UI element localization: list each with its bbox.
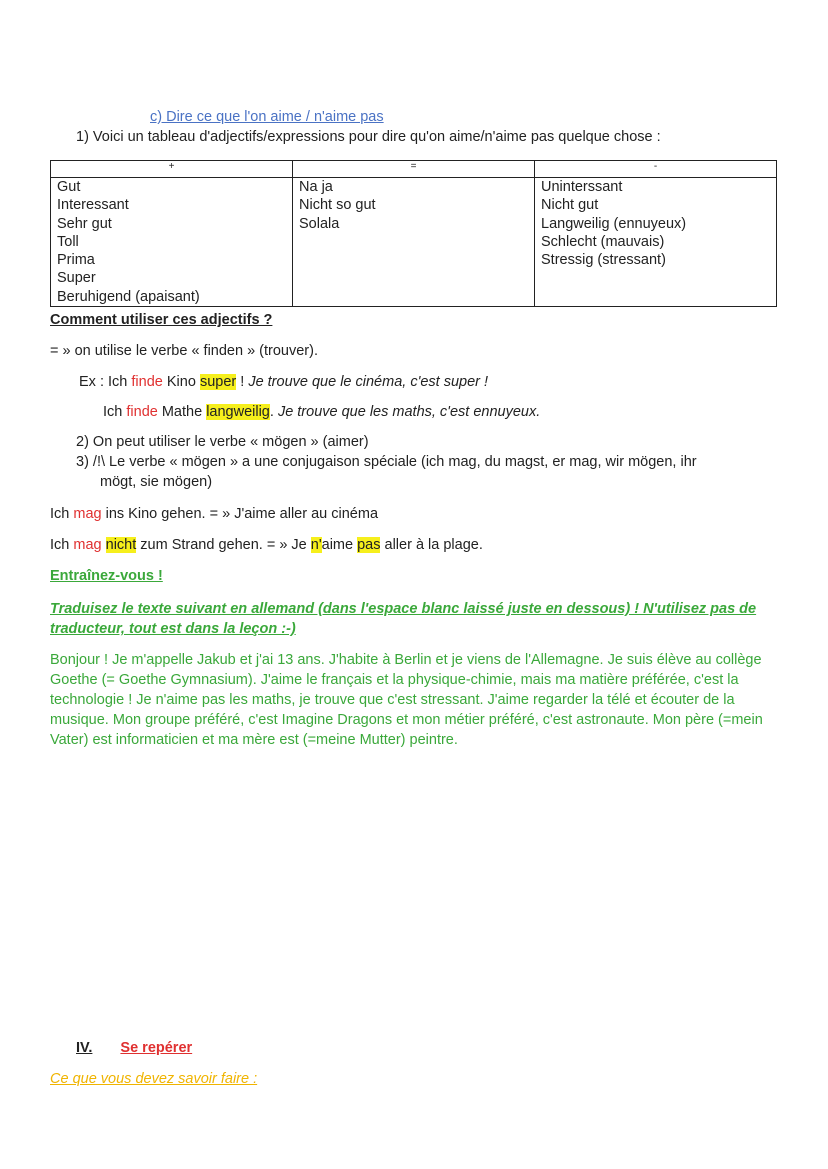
exercise-text: Bonjour ! Je m'appelle Jakub et j'ai 13 ans. J'habite à Berlin et je viens de l'Allemagne. Je suis élève au collège Goethe (= Goethe Gymnasium). J'aime le français et la physique-chimie, mais ma matière préférée, c'est la technologie ! Je n'aime pas les maths, je trouve que c'est stressant. J'aime regarder la télé et écouter de la musique. Mon groupe préféré, c'est Imagine Dragons et mon métier préféré, c'est astronaute. Mon père (=mein Vater) est informaticien et ma mère est (=meine Mutter) peintre. <box>50 652 763 748</box>
item-1: 1) Voici un tableau d'adjectifs/expressions pour dire qu'on aime/n'aime pas quelque chose : <box>76 129 661 145</box>
verb: finde <box>126 404 158 420</box>
header-negative: - <box>535 161 777 178</box>
mag-example-1 <box>50 506 378 522</box>
savoir-heading: Ce que vous devez savoir faire : <box>50 1071 258 1087</box>
adj: Prima <box>57 252 95 269</box>
text: aller à la plage. <box>380 537 483 553</box>
adj: Super <box>57 270 96 287</box>
text: Ich <box>50 506 74 522</box>
section-iv-heading <box>76 1040 192 1056</box>
highlight: n' <box>310 537 322 553</box>
item-3-cont: mögt, sie mögen) <box>100 474 213 490</box>
text: zum Strand gehen. = » Je <box>136 537 311 553</box>
adj: Uninterssant <box>541 179 623 195</box>
adj: Schlecht (mauvais) <box>541 233 665 250</box>
item-2: 2) On peut utiliser le verbe « mögen » (aimer) <box>76 434 369 450</box>
section-title: Se repérer <box>120 1040 193 1056</box>
mag-example-2 <box>50 537 483 553</box>
adj: Gut <box>57 179 81 195</box>
section-number: IV. <box>76 1040 93 1056</box>
translation: Je trouve que le cinéma, c'est super ! <box>248 374 489 390</box>
highlight: nicht <box>105 537 137 553</box>
adj: Langweilig (ennuyeux) <box>541 215 687 232</box>
translation: Je trouve que les maths, c'est ennuyeux. <box>277 404 541 420</box>
verb: mag <box>73 506 102 522</box>
negative-cell <box>535 178 777 307</box>
adjectives-table <box>50 160 777 307</box>
finden-line: = » on utilise le verbe « finden » (trouver). <box>50 343 318 359</box>
adj: Solala <box>299 215 340 232</box>
comment-heading: Comment utiliser ces adjectifs ? <box>50 312 273 328</box>
text: Ex : Ich <box>79 374 132 390</box>
adj: Nicht so gut <box>299 197 376 214</box>
text: Mathe <box>157 404 207 420</box>
text: aime <box>321 537 358 553</box>
positive-cell <box>51 178 293 307</box>
text: . <box>269 404 278 420</box>
text: Kino <box>162 374 200 390</box>
adj: Na ja <box>299 179 333 195</box>
neutral-cell <box>293 178 535 307</box>
highlighted-adjective: langweilig <box>206 404 270 420</box>
adj: Interessant <box>57 197 129 214</box>
adj: Beruhigend (apaisant) <box>57 288 200 305</box>
adj: Nicht gut <box>541 197 599 214</box>
highlight: pas <box>357 537 381 553</box>
header-positive: + <box>51 161 293 178</box>
exercise-instruction: Traduisez le texte suivant en allemand (dans l'espace blanc laissé juste en dessous) ! N'utilisez pas de traducteur, tout est dans la leçon :-) <box>50 601 757 637</box>
adj: Stressig (stressant) <box>541 252 666 269</box>
header-neutral: = <box>293 161 535 178</box>
highlighted-adjective: super <box>199 374 237 390</box>
text: Ich <box>50 537 74 553</box>
example-2 <box>103 404 540 420</box>
adj: Toll <box>57 233 79 250</box>
adj: Sehr gut <box>57 215 112 232</box>
exercise-heading: Entraînez-vous ! <box>50 568 163 584</box>
text: ! <box>236 374 249 390</box>
verb: finde <box>131 374 163 390</box>
example-1 <box>79 374 488 390</box>
verb: mag <box>73 537 102 553</box>
section-c-heading: c) Dire ce que l'on aime / n'aime pas <box>150 109 384 125</box>
item-3: 3) /!\ Le verbe « mögen » a une conjugaison spéciale (ich mag, du magst, er mag, wir mögen, ihr <box>76 454 697 470</box>
text: ins Kino gehen. = » J'aime aller au cinéma <box>101 506 379 522</box>
text: Ich <box>103 404 127 420</box>
